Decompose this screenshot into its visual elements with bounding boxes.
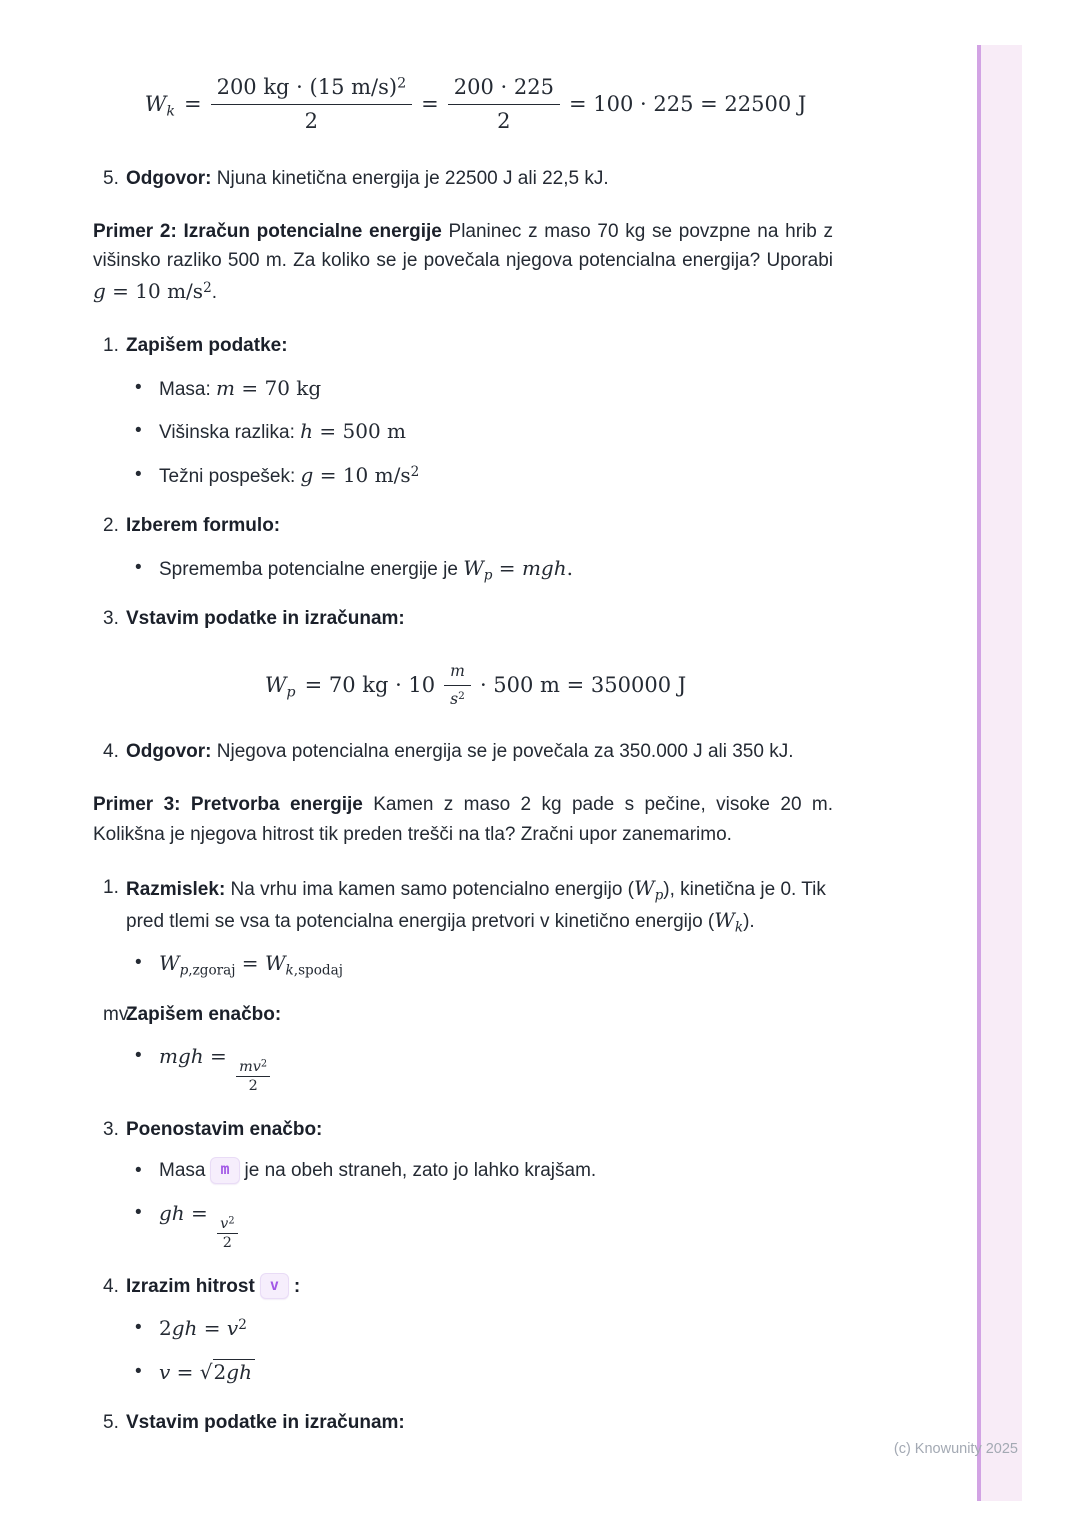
step-izberem-formulo [93, 511, 833, 584]
bullet-icon: • [135, 1201, 142, 1223]
equals-sign: = [421, 92, 439, 117]
inline-math-g: g = 10 $m/s^2$ [93, 278, 212, 303]
subscript-k: k [166, 103, 175, 120]
formula-result: = 100 · 225 = 22500 J [568, 92, 807, 117]
inline-math-sqrt-equation: v = √2gh [159, 1359, 255, 1384]
item-number: 1. [103, 877, 119, 899]
decorative-stripe [977, 45, 1022, 1501]
example-2-title: Primer 2: Izračun potencialne energije [93, 221, 442, 243]
list-item [126, 1198, 833, 1252]
velocity-variable-badge: v [260, 1273, 289, 1300]
formula-result: · 500 m = 350000 J [479, 672, 687, 697]
kinetic-energy-formula [118, 74, 833, 136]
step-vstavim-podatke [93, 604, 833, 633]
bullet-icon: • [135, 1044, 142, 1066]
bullet-text: Sprememba potencialne energije je [159, 558, 464, 580]
list-item [126, 416, 833, 447]
item-number: 3. [103, 607, 119, 629]
example-3-text: Kamen z maso 2 kg pade s pečine, visoke 20 m. Kolikšna je njegova hitrost tik preden trešči na tla? Zračni upor zanemarimo. [93, 794, 833, 845]
fraction-denominator: $s^2$ [450, 689, 465, 708]
example-2-intro: Primer 2: Izračun potencialne energije Planinec z maso 70 kg se povzpne na hrib z višinsko razliko 500 m. Za koliko se je povečala njegova potencialna energija? Uporabi g = 10 $m/s^2$. [93, 221, 833, 303]
bullet-icon: • [135, 420, 142, 442]
inline-math-gh-equation: gh = $\frac{v^2}{2}$ [159, 1201, 238, 1225]
fraction-1-denominator: 2 [304, 109, 319, 134]
answer-text: Njegova potencialna energija se je povečala za 350.000 J ali 350 kJ. [211, 740, 794, 762]
bullet-text: Težni pospešek: [159, 465, 301, 487]
mass-variable-badge: m [210, 1157, 239, 1184]
bullet-icon: • [135, 1160, 142, 1182]
bullet-icon: • [135, 376, 142, 398]
step-zapisem-enacbo [93, 1000, 833, 1095]
list-item [126, 1313, 833, 1344]
example-3-intro [93, 790, 833, 849]
list-item [126, 948, 833, 979]
inline-math-mgh-equation: mgh = $\frac{mv^2}{2}$ [159, 1044, 270, 1068]
step-label: Zapišem enačbo: [126, 1003, 282, 1025]
item-number: 1. [103, 335, 119, 357]
example-2-text: Planinec z maso 70 kg se povzpne na hrib z višinsko razliko 500 m. Za koliko se je povečala njegova potencialna energija? Uporabi [93, 221, 833, 272]
inline-math-mass: m = 70 kg [216, 375, 322, 400]
example-3-title: Primer 3: Pretvorba energije [93, 794, 363, 816]
step-text: ), kinetična je 0. Tik pred tlemi se vsa ta potencialna energija pretvori v kinetično energijo ( [126, 879, 826, 932]
item-number: 5. [103, 1412, 119, 1434]
bullet-icon: • [135, 1360, 142, 1382]
step-label: Izrazim hitrost [126, 1275, 255, 1297]
fraction-2 [448, 74, 560, 136]
bullet-text: je na obeh straneh, zato jo lahko krajšam. [244, 1160, 597, 1182]
fraction-2-denominator: 2 [497, 109, 511, 134]
inline-math-gravity: g = 10 $m/s^2$ [300, 462, 420, 487]
bullet-icon: • [135, 463, 142, 485]
bullet-text: Masa: [159, 378, 217, 400]
item-number: 4. [103, 740, 119, 762]
list-item [126, 460, 833, 491]
bullet-text: Masa [159, 1160, 206, 1182]
list-item [126, 1357, 833, 1388]
inline-math-wp-formula: $W_p$ = mgh. [463, 555, 573, 583]
item-number: mv [103, 1003, 129, 1025]
list-item [126, 1156, 833, 1185]
step-poenostavim-enacbo [93, 1115, 833, 1252]
bullet-icon: • [135, 952, 142, 974]
step-label: Zapišem podatke: [126, 335, 288, 357]
page-content [93, 0, 833, 1438]
step-izrazim-hitrost [93, 1272, 833, 1388]
fraction-1 [211, 74, 413, 136]
step-label: Poenostavim enačbo: [126, 1119, 323, 1140]
formula-lhs [265, 672, 296, 699]
sqrt-icon: √ [199, 1359, 213, 1384]
equals-sign: = [183, 92, 202, 117]
step-razmislek [93, 873, 833, 979]
list-item [126, 553, 833, 584]
step-label: Izberem formulo: [126, 515, 281, 537]
fraction-1-numerator: 200 kg · (15 m/s)$^2$ [211, 74, 413, 105]
answer-label: Odgovor: [126, 167, 212, 189]
subscript-p: p [286, 684, 296, 701]
inline-math-height: h = 500 m [300, 419, 407, 444]
formula-middle: = 70 kg · 10 [304, 672, 436, 697]
inline-math-wk: $W_k$ [714, 907, 744, 935]
inline-math-energy-equality: $W_{p,zgoraj} = W_{k,spodaj}$ [159, 951, 343, 979]
list-item [126, 373, 833, 404]
step-text: ). [743, 910, 755, 932]
inline-math-wp: $W_p$ [634, 876, 664, 904]
item-number: 5. [103, 167, 119, 189]
bullet-text: Višinska razlika: [159, 422, 301, 444]
fraction-numerator: m [444, 661, 471, 685]
formula-lhs [145, 91, 175, 118]
step-zapisem-podatke [93, 331, 833, 491]
step-label: Vstavim podatke in izračunam: [126, 1412, 405, 1434]
variable-wk: W [144, 92, 167, 117]
radicand: 2gh [213, 1359, 255, 1384]
step-label-colon: : [293, 1275, 301, 1297]
fraction-2-numerator: 200 · 225 [448, 74, 560, 105]
answer-item-5 [93, 164, 833, 193]
answer-label: Odgovor: [126, 740, 212, 762]
step-label: Razmislek: [126, 879, 226, 901]
item-number: 3. [103, 1119, 119, 1140]
bullet-icon: • [135, 556, 142, 578]
answer-item-4 [93, 737, 833, 766]
item-number: 2. [103, 515, 119, 537]
step-vstavim-podatke-2 [93, 1408, 833, 1437]
copyright-text: (c) Knowunity 2025 [893, 1441, 1018, 1457]
list-item [126, 1041, 833, 1095]
fraction-m-s2 [444, 661, 471, 709]
item-number: 4. [103, 1275, 119, 1297]
inline-math-2gh-equation: $2gh = v^2$ [159, 1316, 247, 1341]
step-label: Vstavim podatke in izračunam: [126, 607, 405, 629]
step-text: Na vrhu ima kamen samo potencialno energijo ( [225, 879, 634, 901]
answer-text: Njuna kinetična energija je 22500 J ali 22,5 kJ. [211, 167, 609, 189]
bullet-icon: • [135, 1317, 142, 1339]
potential-energy-formula [118, 661, 833, 709]
variable-wp: W [264, 672, 287, 697]
